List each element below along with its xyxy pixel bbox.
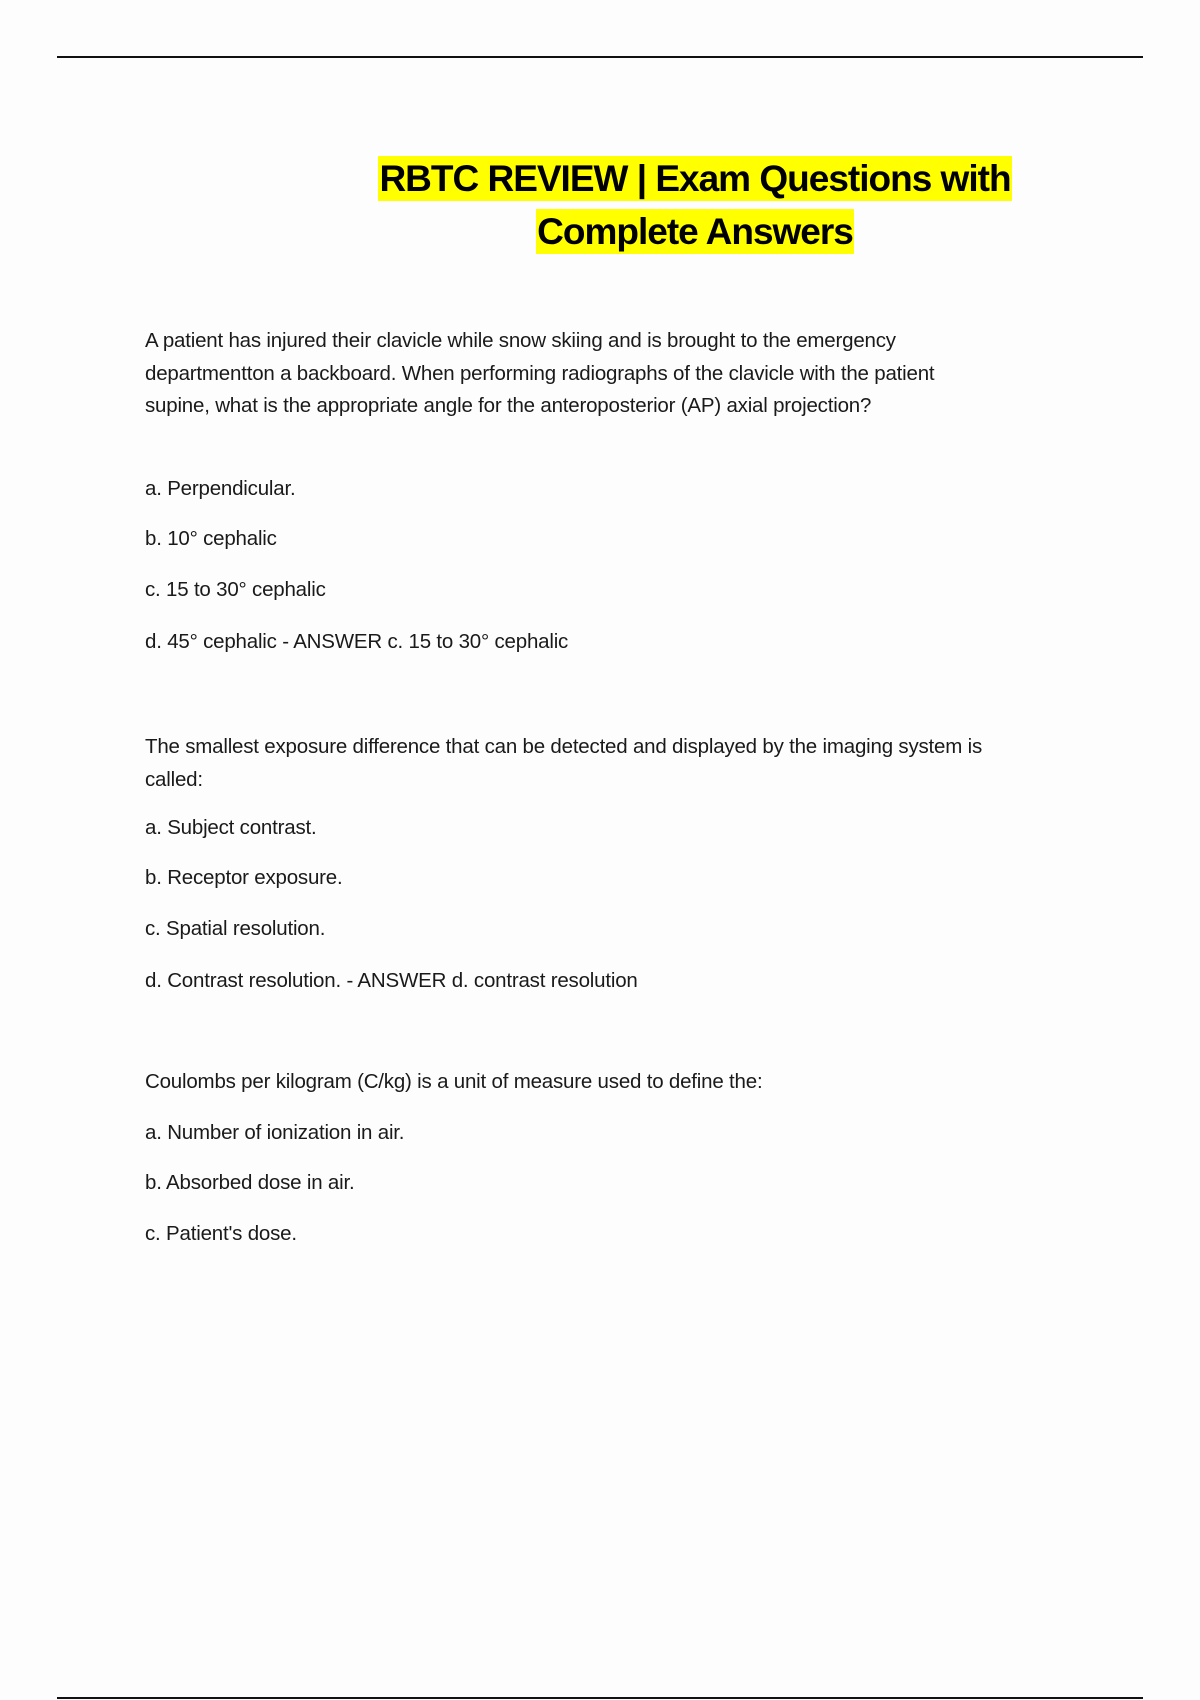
title-line-2: Complete Answers [537, 211, 853, 252]
question-1-text: A patient has injured their clavicle while snow skiing and is brought to the emergency departmentton a backboard. When performing radiographs of the clavicle with the patient supine, what is the appropriate angle for the anteroposterior (AP) axial projection? [145, 329, 935, 417]
title-line-1: RBTC REVIEW | Exam Questions with [379, 158, 1011, 199]
question-3-option-c: c. Patient's dose. [145, 1222, 297, 1245]
question-2-text: The smallest exposure difference that can be detected and displayed by the imaging system is called: [145, 735, 983, 791]
bottom-rule [57, 1697, 1143, 1699]
question-1-option-b: b. 10° cephalic [145, 527, 277, 550]
document-title [300, 152, 1090, 258]
question-3-option-b: b. Absorbed dose in air. [145, 1171, 355, 1194]
question-2-option-a: a. Subject contrast. [145, 816, 317, 839]
question-2-option-c: c. Spatial resolution. [145, 917, 326, 940]
question-2-option-b: b. Receptor exposure. [145, 866, 343, 889]
question-2-option-d-answer: d. Contrast resolution. - ANSWER d. contrast resolution [145, 969, 638, 992]
question-1-option-d-answer: d. 45° cephalic - ANSWER c. 15 to 30° cephalic [145, 630, 569, 653]
question-3-text: Coulombs per kilogram (C/kg) is a unit of measure used to define the: [145, 1070, 763, 1093]
question-3-option-a: a. Number of ionization in air. [145, 1121, 405, 1144]
top-rule [57, 56, 1143, 58]
question-1-option-c: c. 15 to 30° cephalic [145, 578, 326, 601]
question-1-option-a: a. Perpendicular. [145, 477, 296, 500]
